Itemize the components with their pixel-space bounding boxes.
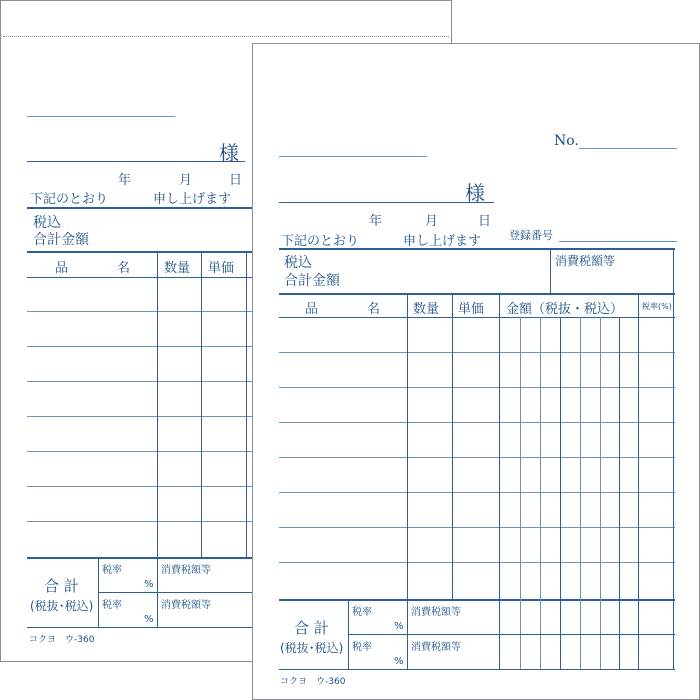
sum-row-rule	[348, 634, 675, 635]
tax-rate-label: 税率	[102, 600, 122, 611]
year-label: 年	[369, 214, 383, 229]
col-price: 単価	[458, 302, 485, 317]
table-bottom	[279, 599, 675, 601]
total-box-top	[27, 207, 253, 209]
col-tax-rate: 税率(%)	[642, 302, 672, 311]
greeting-right: 申し上げます	[153, 192, 232, 207]
greeting-right: 申し上げます	[403, 234, 482, 249]
sum-row-rule	[98, 592, 253, 593]
amount-digit-divider	[540, 317, 541, 669]
col-amount: 金額（税抜・税込）	[506, 302, 624, 317]
amount-digit-divider	[619, 317, 620, 669]
addressee-line-top	[279, 156, 427, 157]
table-top	[279, 293, 675, 295]
consumption-tax-box-label: 消費税額等	[555, 254, 616, 268]
table-header-rule	[27, 277, 253, 278]
total-box-divider	[550, 248, 551, 293]
col-divider	[638, 293, 639, 669]
col-qty: 数量	[413, 302, 440, 317]
amount-digit-divider	[520, 317, 521, 669]
total-box-top	[279, 248, 675, 250]
maker-footer: コクヨ ウ-360	[29, 635, 95, 645]
day-label: 日	[478, 214, 492, 229]
table-row	[27, 381, 253, 382]
consumption-tax-label: 消費税額等	[161, 565, 211, 576]
percent-sign: %	[394, 656, 404, 667]
honorific: 様	[219, 141, 239, 165]
table-bottom	[27, 557, 253, 559]
greeting-left: 下記のとおり	[281, 234, 360, 249]
amount-digit-divider	[600, 317, 601, 669]
col-divider	[201, 251, 202, 557]
registration-number-label: 登録番号	[509, 229, 553, 242]
table-header-rule	[279, 317, 675, 318]
sum-label: 合 計	[294, 619, 329, 637]
amount-digit-divider	[580, 317, 581, 669]
month-label: 月	[179, 173, 193, 188]
table-row	[27, 346, 253, 347]
sum-sub-label: (税抜･税込)	[280, 641, 344, 655]
col-qty: 数量	[164, 261, 191, 276]
table-row	[27, 416, 253, 417]
col-item-2: 名	[117, 261, 131, 276]
col-divider	[157, 251, 158, 557]
table-row	[27, 311, 253, 312]
honorific: 様	[465, 181, 485, 205]
percent-sign: %	[144, 579, 154, 590]
sum-sub-label: (税抜･税込)	[30, 599, 94, 613]
day-label: 日	[229, 173, 243, 188]
tax-rate-label: 税率	[352, 642, 372, 653]
percent-sign: %	[394, 621, 404, 632]
table-row	[279, 562, 675, 563]
total-label-1: 税込	[284, 255, 312, 271]
col-item-1: 品	[55, 261, 69, 276]
total-label-1: 税込	[33, 215, 61, 231]
col-divider	[407, 293, 408, 599]
col-item-2: 名	[367, 302, 381, 317]
front-receipt-slip	[252, 43, 700, 700]
consumption-tax-label: 消費税額等	[411, 642, 461, 653]
addressee-line	[279, 202, 494, 203]
year-label: 年	[118, 173, 132, 188]
table-top	[27, 251, 253, 253]
table-row	[279, 422, 675, 423]
col-item-1: 品	[305, 302, 319, 317]
col-price: 単価	[208, 261, 235, 276]
table-row	[27, 486, 253, 487]
addressee-line-top	[27, 116, 175, 117]
sum-label: 合 計	[44, 577, 79, 595]
table-row	[27, 451, 253, 452]
table-row	[279, 387, 675, 388]
col-divider	[452, 293, 453, 599]
maker-footer: コクヨ ウ-360	[280, 677, 346, 687]
col-divider	[246, 251, 247, 557]
greeting-left: 下記のとおり	[30, 192, 109, 207]
addressee-line	[27, 161, 245, 162]
registration-number-line	[559, 241, 677, 242]
total-box-right	[673, 248, 674, 293]
month-label: 月	[425, 214, 439, 229]
consumption-tax-label: 消費税額等	[411, 607, 461, 618]
consumption-tax-label: 消費税額等	[161, 600, 211, 611]
percent-sign: %	[144, 614, 154, 625]
col-divider	[499, 293, 500, 669]
sum-bottom	[27, 627, 253, 628]
tax-rate-label: 税率	[102, 565, 122, 576]
table-row	[279, 457, 675, 458]
table-row	[279, 492, 675, 493]
amount-digit-divider	[560, 317, 561, 669]
table-row	[279, 527, 675, 528]
table-row	[27, 521, 253, 522]
tax-rate-label: 税率	[352, 607, 372, 618]
perforation-line	[3, 36, 449, 37]
table-row	[279, 352, 675, 353]
total-label-2: 合計金額	[33, 232, 89, 248]
table-right-edge	[673, 293, 674, 669]
sum-bottom	[279, 669, 675, 670]
number-line	[579, 148, 677, 149]
total-label-2: 合計金額	[284, 273, 340, 289]
number-label: No.	[554, 133, 579, 149]
